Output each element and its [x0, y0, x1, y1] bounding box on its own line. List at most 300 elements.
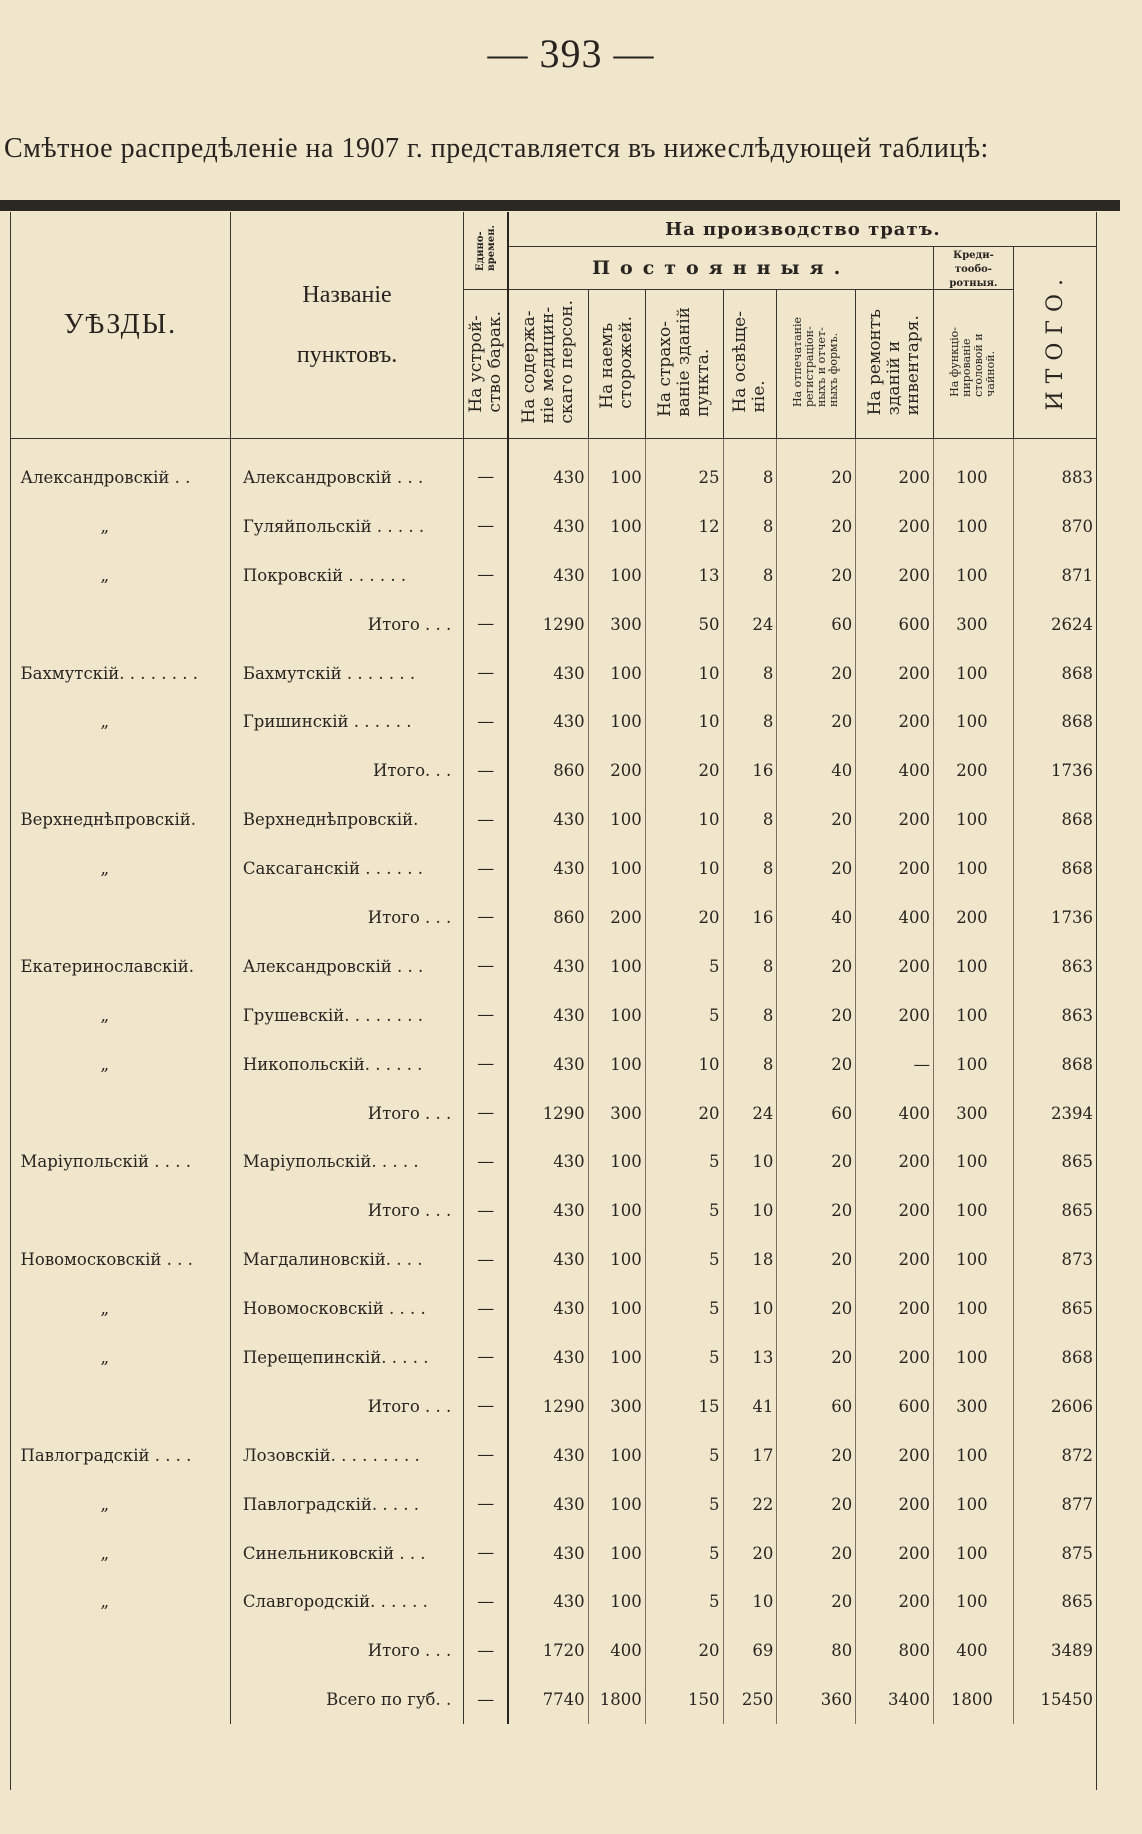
point-name-cell: Никопольскій. . . . . . — [230, 1040, 463, 1089]
otpechatanie-cell: 60 — [777, 600, 856, 649]
storozha-cell: 100 — [588, 649, 645, 698]
header-funktsionirovanie: На функціо- нированіе столовой и чайной. — [934, 290, 1014, 439]
remont-cell: 200 — [856, 697, 934, 746]
barak-cell: — — [464, 1382, 509, 1431]
table-row — [11, 1333, 1097, 1382]
otpechatanie-cell: 20 — [777, 1333, 856, 1382]
otpechatanie-cell: 20 — [777, 991, 856, 1040]
osveshchenie-cell: 250 — [723, 1675, 777, 1724]
soderzhanie-cell: 1290 — [508, 600, 588, 649]
remont-cell: 200 — [856, 439, 934, 502]
itogo-cell: 2606 — [1013, 1382, 1096, 1431]
page-number: — 393 — — [487, 31, 655, 76]
uezd-cell: „ — [11, 1284, 231, 1333]
storozha-cell: 100 — [588, 697, 645, 746]
otpechatanie-cell: 40 — [777, 746, 856, 795]
itogo-cell: 868 — [1013, 649, 1096, 698]
table-row — [11, 1137, 1097, 1186]
osveshchenie-cell: 17 — [723, 1431, 777, 1480]
uezd-cell: „ — [11, 1577, 231, 1626]
osveshchenie-cell: 10 — [723, 1284, 777, 1333]
otpechatanie-cell: 20 — [777, 942, 856, 991]
uezd-cell — [11, 1089, 231, 1138]
point-name-cell: Гришинскій . . . . . . — [230, 697, 463, 746]
soderzhanie-cell: 1720 — [508, 1626, 588, 1675]
funktsionirovanie-cell: 100 — [934, 439, 1014, 502]
remont-cell: 400 — [856, 1089, 934, 1138]
table-row — [11, 551, 1097, 600]
table-row — [11, 1577, 1097, 1626]
point-name-cell: Верхнеднѣпровскій. — [230, 795, 463, 844]
funktsionirovanie-cell: 100 — [934, 1186, 1014, 1235]
table-row — [11, 1529, 1097, 1578]
otpechatanie-cell: 60 — [777, 1089, 856, 1138]
point-name-cell: Новомосковскій . . . . — [230, 1284, 463, 1333]
uezd-cell: „ — [11, 991, 231, 1040]
header-name-line2: пунктовъ. — [296, 342, 398, 368]
itogo-cell: 3489 — [1013, 1626, 1096, 1675]
uezd-cell: „ — [11, 844, 231, 893]
funktsionirovanie-cell: 100 — [934, 1431, 1014, 1480]
table-row — [11, 1235, 1097, 1284]
funktsionirovanie-cell: 100 — [934, 1333, 1014, 1382]
soderzhanie-cell: 860 — [508, 893, 588, 942]
itogo-cell: 15450 — [1013, 1675, 1096, 1724]
storozha-cell: 100 — [588, 1529, 645, 1578]
strakhovanie-cell: 5 — [645, 942, 723, 991]
funktsionirovanie-cell: 400 — [934, 1626, 1014, 1675]
uezd-cell: „ — [11, 1480, 231, 1529]
itogo-cell: 863 — [1013, 991, 1096, 1040]
itogo-cell: 870 — [1013, 502, 1096, 551]
itogo-cell: 872 — [1013, 1431, 1096, 1480]
header-point-name — [230, 212, 463, 439]
remont-cell: 200 — [856, 1137, 934, 1186]
storozha-cell: 100 — [588, 439, 645, 502]
itogo-cell: 868 — [1013, 1333, 1096, 1382]
strakhovanie-cell: 15 — [645, 1382, 723, 1431]
point-name-cell: Грушевскій. . . . . . . . — [230, 991, 463, 1040]
point-name-cell: Славгородскій. . . . . . — [230, 1577, 463, 1626]
otpechatanie-cell: 20 — [777, 844, 856, 893]
uezd-cell: Бахмутскій. . . . . . . . — [11, 649, 231, 698]
remont-cell: 200 — [856, 1186, 934, 1235]
point-name-cell: Итого . . . — [230, 893, 463, 942]
otpechatanie-cell: 20 — [777, 1480, 856, 1529]
table-row — [11, 439, 1097, 502]
osveshchenie-cell: 8 — [723, 942, 777, 991]
storozha-cell: 100 — [588, 551, 645, 600]
header-ustroistvo: На устрой- ство барак. — [464, 290, 509, 439]
uezd-cell — [11, 1186, 231, 1235]
storozha-cell: 100 — [588, 1431, 645, 1480]
table-row — [11, 1040, 1097, 1089]
header-name-line1: Названіе — [302, 282, 392, 308]
barak-cell: — — [464, 942, 509, 991]
otpechatanie-cell: 20 — [777, 795, 856, 844]
point-name-cell: Маріупольскій. . . . . — [230, 1137, 463, 1186]
barak-cell: — — [464, 1431, 509, 1480]
funktsionirovanie-cell: 200 — [934, 893, 1014, 942]
soderzhanie-cell: 430 — [508, 1284, 588, 1333]
strakhovanie-cell: 10 — [645, 844, 723, 893]
otpechatanie-cell: 40 — [777, 893, 856, 942]
soderzhanie-cell: 430 — [508, 1137, 588, 1186]
osveshchenie-cell: 10 — [723, 1137, 777, 1186]
barak-cell: — — [464, 1626, 509, 1675]
strakhovanie-cell: 20 — [645, 893, 723, 942]
strakhovanie-cell: 20 — [645, 1089, 723, 1138]
soderzhanie-cell: 430 — [508, 697, 588, 746]
itogo-cell: 868 — [1013, 1040, 1096, 1089]
remont-cell: 400 — [856, 893, 934, 942]
header-edinovremen: Едино- времен. — [464, 212, 509, 290]
remont-cell: 200 — [856, 1577, 934, 1626]
header-itogo: ИТОГО. — [1013, 247, 1096, 439]
barak-cell: — — [464, 1235, 509, 1284]
osveshchenie-cell: 8 — [723, 551, 777, 600]
storozha-cell: 100 — [588, 942, 645, 991]
point-name-cell: Перещепинскій. . . . . — [230, 1333, 463, 1382]
strakhovanie-cell: 5 — [645, 1284, 723, 1333]
remont-cell: 400 — [856, 746, 934, 795]
osveshchenie-cell: 24 — [723, 600, 777, 649]
uezd-cell — [11, 1675, 231, 1724]
storozha-cell: 100 — [588, 502, 645, 551]
itogo-cell: 873 — [1013, 1235, 1096, 1284]
point-name-cell: Итого . . . — [230, 1626, 463, 1675]
remont-cell: 200 — [856, 795, 934, 844]
storozha-cell: 100 — [588, 795, 645, 844]
otpechatanie-cell: 20 — [777, 1529, 856, 1578]
budget-table — [10, 212, 1097, 1724]
barak-cell: — — [464, 1577, 509, 1626]
osveshchenie-cell: 69 — [723, 1626, 777, 1675]
funktsionirovanie-cell: 100 — [934, 795, 1014, 844]
itogo-cell: 871 — [1013, 551, 1096, 600]
itogo-cell: 2394 — [1013, 1089, 1096, 1138]
uezd-cell: Александровскій . . — [11, 439, 231, 502]
header-strakhovanie: На страхо- ваніе зданій пункта. — [645, 290, 723, 439]
barak-cell: — — [464, 746, 509, 795]
osveshchenie-cell: 16 — [723, 893, 777, 942]
table-row — [11, 991, 1097, 1040]
barak-cell: — — [464, 1333, 509, 1382]
uezd-cell: „ — [11, 1333, 231, 1382]
strakhovanie-cell: 5 — [645, 1186, 723, 1235]
funktsionirovanie-cell: 100 — [934, 649, 1014, 698]
itogo-cell: 883 — [1013, 439, 1096, 502]
storozha-cell: 300 — [588, 1089, 645, 1138]
itogo-cell: 868 — [1013, 795, 1096, 844]
storozha-cell: 100 — [588, 1235, 645, 1284]
storozha-cell: 300 — [588, 1382, 645, 1431]
osveshchenie-cell: 8 — [723, 439, 777, 502]
remont-cell: 200 — [856, 1235, 934, 1284]
soderzhanie-cell: 1290 — [508, 1382, 588, 1431]
otpechatanie-cell: 20 — [777, 502, 856, 551]
header-otpechatanie: На отпечатаніе регистраціон- ныхъ и отчет- ныхъ формъ. — [777, 290, 856, 439]
table-row — [11, 844, 1097, 893]
itogo-cell: 877 — [1013, 1480, 1096, 1529]
remont-cell: 200 — [856, 844, 934, 893]
total-row — [11, 1186, 1097, 1235]
soderzhanie-cell: 430 — [508, 942, 588, 991]
soderzhanie-cell: 430 — [508, 1529, 588, 1578]
otpechatanie-cell: 20 — [777, 649, 856, 698]
osveshchenie-cell: 13 — [723, 1333, 777, 1382]
osveshchenie-cell: 18 — [723, 1235, 777, 1284]
point-name-cell: Итого . . . — [230, 1186, 463, 1235]
remont-cell: 200 — [856, 502, 934, 551]
total-row — [11, 1089, 1097, 1138]
barak-cell: — — [464, 649, 509, 698]
intro-text: Смѣтное распредѣленіе на 1907 г. представляется въ нижеслѣдующей таблицѣ: — [4, 133, 989, 164]
funktsionirovanie-cell: 200 — [934, 746, 1014, 795]
itogo-cell: 865 — [1013, 1186, 1096, 1235]
otpechatanie-cell: 20 — [777, 551, 856, 600]
remont-cell: 200 — [856, 551, 934, 600]
point-name-cell: Всего по губ. . — [230, 1675, 463, 1724]
itogo-cell: 868 — [1013, 844, 1096, 893]
uezd-cell: „ — [11, 1529, 231, 1578]
osveshchenie-cell: 8 — [723, 649, 777, 698]
storozha-cell: 100 — [588, 1040, 645, 1089]
uezd-cell: Новомосковскій . . . — [11, 1235, 231, 1284]
storozha-cell: 100 — [588, 1577, 645, 1626]
soderzhanie-cell: 430 — [508, 1577, 588, 1626]
uezd-cell — [11, 893, 231, 942]
strakhovanie-cell: 10 — [645, 649, 723, 698]
funktsionirovanie-cell: 100 — [934, 1577, 1014, 1626]
barak-cell: — — [464, 1040, 509, 1089]
funktsionirovanie-cell: 100 — [934, 942, 1014, 991]
table-row — [11, 1284, 1097, 1333]
uezd-cell: „ — [11, 697, 231, 746]
header-osveshchenie: На освѣще- ніе. — [723, 290, 777, 439]
point-name-cell: Итого. . . — [230, 746, 463, 795]
osveshchenie-cell: 8 — [723, 844, 777, 893]
point-name-cell: Лозовскій. . . . . . . . . — [230, 1431, 463, 1480]
osveshchenie-cell: 24 — [723, 1089, 777, 1138]
strakhovanie-cell: 5 — [645, 1333, 723, 1382]
soderzhanie-cell: 1290 — [508, 1089, 588, 1138]
header-soderzhanie: На содержа- ніе медицин- скаго персон. — [508, 290, 588, 439]
strakhovanie-cell: 50 — [645, 600, 723, 649]
table-row — [11, 1431, 1097, 1480]
table-row — [11, 697, 1097, 746]
storozha-cell: 100 — [588, 991, 645, 1040]
strakhovanie-cell: 13 — [645, 551, 723, 600]
point-name-cell: Александровскій . . . — [230, 439, 463, 502]
funktsionirovanie-cell: 300 — [934, 1089, 1014, 1138]
otpechatanie-cell: 20 — [777, 1137, 856, 1186]
funktsionirovanie-cell: 100 — [934, 1284, 1014, 1333]
otpechatanie-cell: 20 — [777, 1040, 856, 1089]
total-row — [11, 1382, 1097, 1431]
soderzhanie-cell: 430 — [508, 502, 588, 551]
barak-cell: — — [464, 1137, 509, 1186]
funktsionirovanie-cell: 100 — [934, 844, 1014, 893]
itogo-cell: 863 — [1013, 942, 1096, 991]
barak-cell: — — [464, 1089, 509, 1138]
point-name-cell: Павлоградскій. . . . . — [230, 1480, 463, 1529]
storozha-cell: 100 — [588, 1333, 645, 1382]
soderzhanie-cell: 430 — [508, 1480, 588, 1529]
funktsionirovanie-cell: 100 — [934, 1235, 1014, 1284]
point-name-cell: Покровскій . . . . . . — [230, 551, 463, 600]
barak-cell: — — [464, 1529, 509, 1578]
soderzhanie-cell: 430 — [508, 1235, 588, 1284]
point-name-cell: Гуляйпольскій . . . . . — [230, 502, 463, 551]
soderzhanie-cell: 430 — [508, 551, 588, 600]
uezd-cell — [11, 1382, 231, 1431]
point-name-cell: Синельниковскій . . . — [230, 1529, 463, 1578]
osveshchenie-cell: 8 — [723, 795, 777, 844]
point-name-cell: Итого . . . — [230, 1382, 463, 1431]
storozha-cell: 100 — [588, 1480, 645, 1529]
remont-cell: 800 — [856, 1626, 934, 1675]
itogo-cell: 865 — [1013, 1577, 1096, 1626]
soderzhanie-cell: 7740 — [508, 1675, 588, 1724]
osveshchenie-cell: 10 — [723, 1186, 777, 1235]
barak-cell: — — [464, 439, 509, 502]
total-row — [11, 1675, 1097, 1724]
otpechatanie-cell: 20 — [777, 1577, 856, 1626]
barak-cell: — — [464, 1284, 509, 1333]
strakhovanie-cell: 5 — [645, 1431, 723, 1480]
uezd-cell: „ — [11, 1040, 231, 1089]
uezd-cell: Екатеринославскій. — [11, 942, 231, 991]
header-postoyannye: Постоянныя. — [508, 247, 933, 290]
funktsionirovanie-cell: 100 — [934, 697, 1014, 746]
funktsionirovanie-cell: 100 — [934, 1529, 1014, 1578]
funktsionirovanie-cell: 1800 — [934, 1675, 1014, 1724]
strakhovanie-cell: 5 — [645, 1235, 723, 1284]
otpechatanie-cell: 20 — [777, 1284, 856, 1333]
funktsionirovanie-cell: 100 — [934, 502, 1014, 551]
strakhovanie-cell: 5 — [645, 1137, 723, 1186]
remont-cell: 200 — [856, 942, 934, 991]
osveshchenie-cell: 22 — [723, 1480, 777, 1529]
remont-cell: 200 — [856, 1529, 934, 1578]
soderzhanie-cell: 430 — [508, 649, 588, 698]
barak-cell: — — [464, 697, 509, 746]
storozha-cell: 100 — [588, 1284, 645, 1333]
funktsionirovanie-cell: 100 — [934, 1480, 1014, 1529]
strakhovanie-cell: 10 — [645, 697, 723, 746]
top-rule — [0, 200, 1120, 211]
otpechatanie-cell: 80 — [777, 1626, 856, 1675]
remont-cell: 600 — [856, 1382, 934, 1431]
table-row — [11, 1480, 1097, 1529]
osveshchenie-cell: 8 — [723, 697, 777, 746]
storozha-cell: 1800 — [588, 1675, 645, 1724]
remont-cell: 200 — [856, 1431, 934, 1480]
strakhovanie-cell: 20 — [645, 746, 723, 795]
uezd-cell — [11, 600, 231, 649]
point-name-cell: Магдалиновскій. . . . — [230, 1235, 463, 1284]
strakhovanie-cell: 10 — [645, 1040, 723, 1089]
osveshchenie-cell: 16 — [723, 746, 777, 795]
osveshchenie-cell: 10 — [723, 1577, 777, 1626]
itogo-cell: 865 — [1013, 1137, 1096, 1186]
otpechatanie-cell: 20 — [777, 439, 856, 502]
strakhovanie-cell: 5 — [645, 1480, 723, 1529]
itogo-cell: 865 — [1013, 1284, 1096, 1333]
strakhovanie-cell: 5 — [645, 1577, 723, 1626]
soderzhanie-cell: 430 — [508, 1186, 588, 1235]
otpechatanie-cell: 20 — [777, 1235, 856, 1284]
itogo-cell: 2624 — [1013, 600, 1096, 649]
soderzhanie-cell: 860 — [508, 746, 588, 795]
barak-cell: — — [464, 795, 509, 844]
otpechatanie-cell: 360 — [777, 1675, 856, 1724]
soderzhanie-cell: 430 — [508, 844, 588, 893]
header-proizvodstvo: На производство тратъ. — [508, 212, 1096, 247]
storozha-cell: 100 — [588, 844, 645, 893]
remont-cell: 200 — [856, 991, 934, 1040]
remont-cell: — — [856, 1040, 934, 1089]
storozha-cell: 300 — [588, 600, 645, 649]
otpechatanie-cell: 20 — [777, 697, 856, 746]
barak-cell: — — [464, 991, 509, 1040]
barak-cell: — — [464, 502, 509, 551]
strakhovanie-cell: 12 — [645, 502, 723, 551]
storozha-cell: 200 — [588, 893, 645, 942]
point-name-cell: Саксаганскій . . . . . . — [230, 844, 463, 893]
barak-cell: — — [464, 551, 509, 600]
header-remont: На ремонтъ зданій и инвентаря. — [856, 290, 934, 439]
remont-cell: 600 — [856, 600, 934, 649]
uezd-cell — [11, 746, 231, 795]
soderzhanie-cell: 430 — [508, 1333, 588, 1382]
funktsionirovanie-cell: 300 — [934, 600, 1014, 649]
funktsionirovanie-cell: 100 — [934, 551, 1014, 600]
funktsionirovanie-cell: 100 — [934, 1040, 1014, 1089]
strakhovanie-cell: 5 — [645, 1529, 723, 1578]
table-row — [11, 795, 1097, 844]
itogo-cell: 1736 — [1013, 746, 1096, 795]
funktsionirovanie-cell: 300 — [934, 1382, 1014, 1431]
funktsionirovanie-cell: 100 — [934, 1137, 1014, 1186]
uezd-cell: Верхнеднѣпровскій. — [11, 795, 231, 844]
table-row — [11, 942, 1097, 991]
strakhovanie-cell: 150 — [645, 1675, 723, 1724]
header-storozha: На наемъ сторожей. — [588, 290, 645, 439]
storozha-cell: 100 — [588, 1137, 645, 1186]
otpechatanie-cell: 20 — [777, 1186, 856, 1235]
barak-cell: — — [464, 1675, 509, 1724]
soderzhanie-cell: 430 — [508, 1431, 588, 1480]
storozha-cell: 400 — [588, 1626, 645, 1675]
point-name-cell: Итого . . . — [230, 1089, 463, 1138]
osveshchenie-cell: 8 — [723, 1040, 777, 1089]
remont-cell: 3400 — [856, 1675, 934, 1724]
remont-cell: 200 — [856, 649, 934, 698]
soderzhanie-cell: 430 — [508, 991, 588, 1040]
uezd-cell: Павлоградскій . . . . — [11, 1431, 231, 1480]
total-row — [11, 1626, 1097, 1675]
strakhovanie-cell: 20 — [645, 1626, 723, 1675]
soderzhanie-cell: 430 — [508, 795, 588, 844]
barak-cell: — — [464, 844, 509, 893]
barak-cell: — — [464, 1480, 509, 1529]
strakhovanie-cell: 5 — [645, 991, 723, 1040]
barak-cell: — — [464, 1186, 509, 1235]
barak-cell: — — [464, 600, 509, 649]
funktsionirovanie-cell: 100 — [934, 991, 1014, 1040]
